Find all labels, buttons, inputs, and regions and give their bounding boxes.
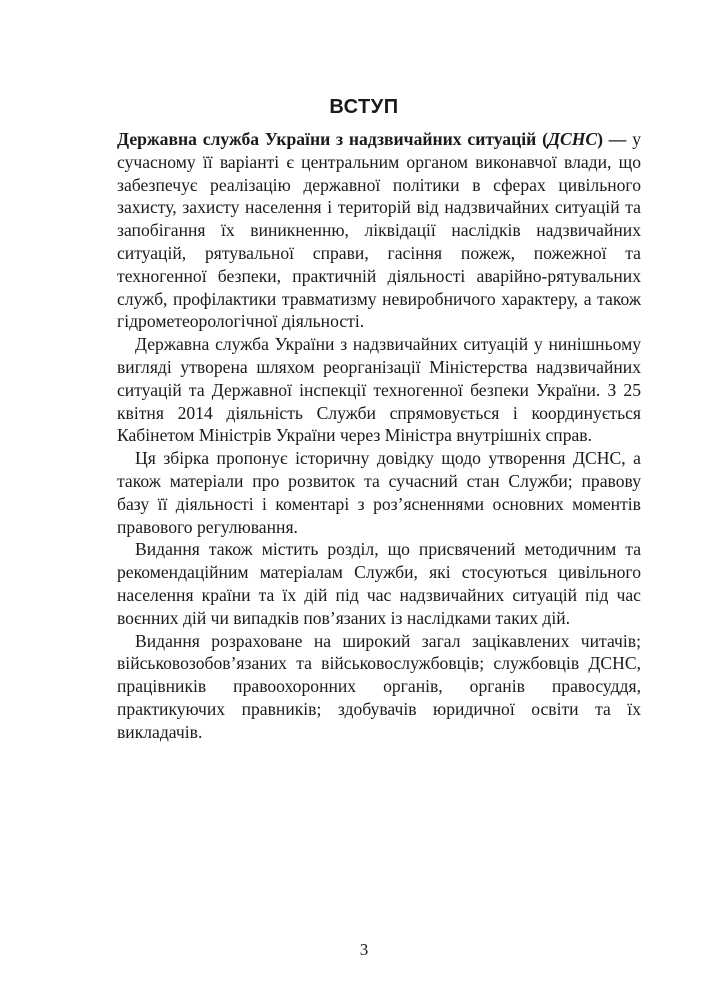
page-number: 3	[359, 940, 369, 959]
paragraph-4: Видання також містить розділ, що присвячений методичним та рекомендаційним матеріалам Служби, які стосуються цивільного населення країни та їх дій під час надзвичайних ситуацій під час воєнних дій чи випадків пов’язаних із наслідками таких дій.	[117, 539, 641, 628]
paragraph-2: Державна служба України з надзвичайних ситуацій у нинішньому вигляді утворена шляхом реорганізації Міністерства надзвичайних ситуацій та Державної інспекції техногенної безпеки України. З 25 квітня 2014 діяльність Служби спрямовується і координується Кабінетом Міністрів України через Міністра внутрішніх справ.	[117, 334, 641, 446]
paragraph-1	[117, 128, 641, 333]
lead-close-dash: ) —	[597, 129, 627, 149]
page-title: ВСТУП	[329, 96, 399, 118]
paragraph-3: Ця збірка пропонує історичну довідку щодо утворення ДСНС, а також матеріали про розвиток та сучасний стан Служби; правову базу її діяльності і коментарі з роз’ясненнями основних моментів правового регулювання.	[117, 448, 641, 537]
lead-open-paren: (	[536, 129, 548, 149]
lead-organization-name: Державна служба України з надзвичайних ситуацій	[117, 129, 537, 149]
body-text	[117, 128, 641, 744]
paragraph-5: Видання розраховане на широкий загал зацікавлених читачів; військовозобов’язаних та військовослужбовців; службовців ДСНС, працівників правоохоронних органів, органів правосуддя, практикуючих правників; здобувачів юридичної освіти та їх викладачів.	[117, 630, 641, 742]
lead-abbreviation: ДСНС	[547, 129, 598, 149]
paragraph-1-text: у сучасному її варіанті є центральним органом виконавчої влади, що забезпечує реалізацію державної політики в сферах цивільного захисту, захисту населення і територій від надзвичайних ситуацій та запобігання їх виникненню, ліквідації наслідків надзвичайних ситуацій, рятувальної справи, гасіння пожеж, пожежної та техногенної безпеки, практичній діяльності аварійно-рятувальних служб, профілактики травматизму невиробничого характеру, а також гідрометеорологічної діяльності.	[117, 129, 641, 332]
